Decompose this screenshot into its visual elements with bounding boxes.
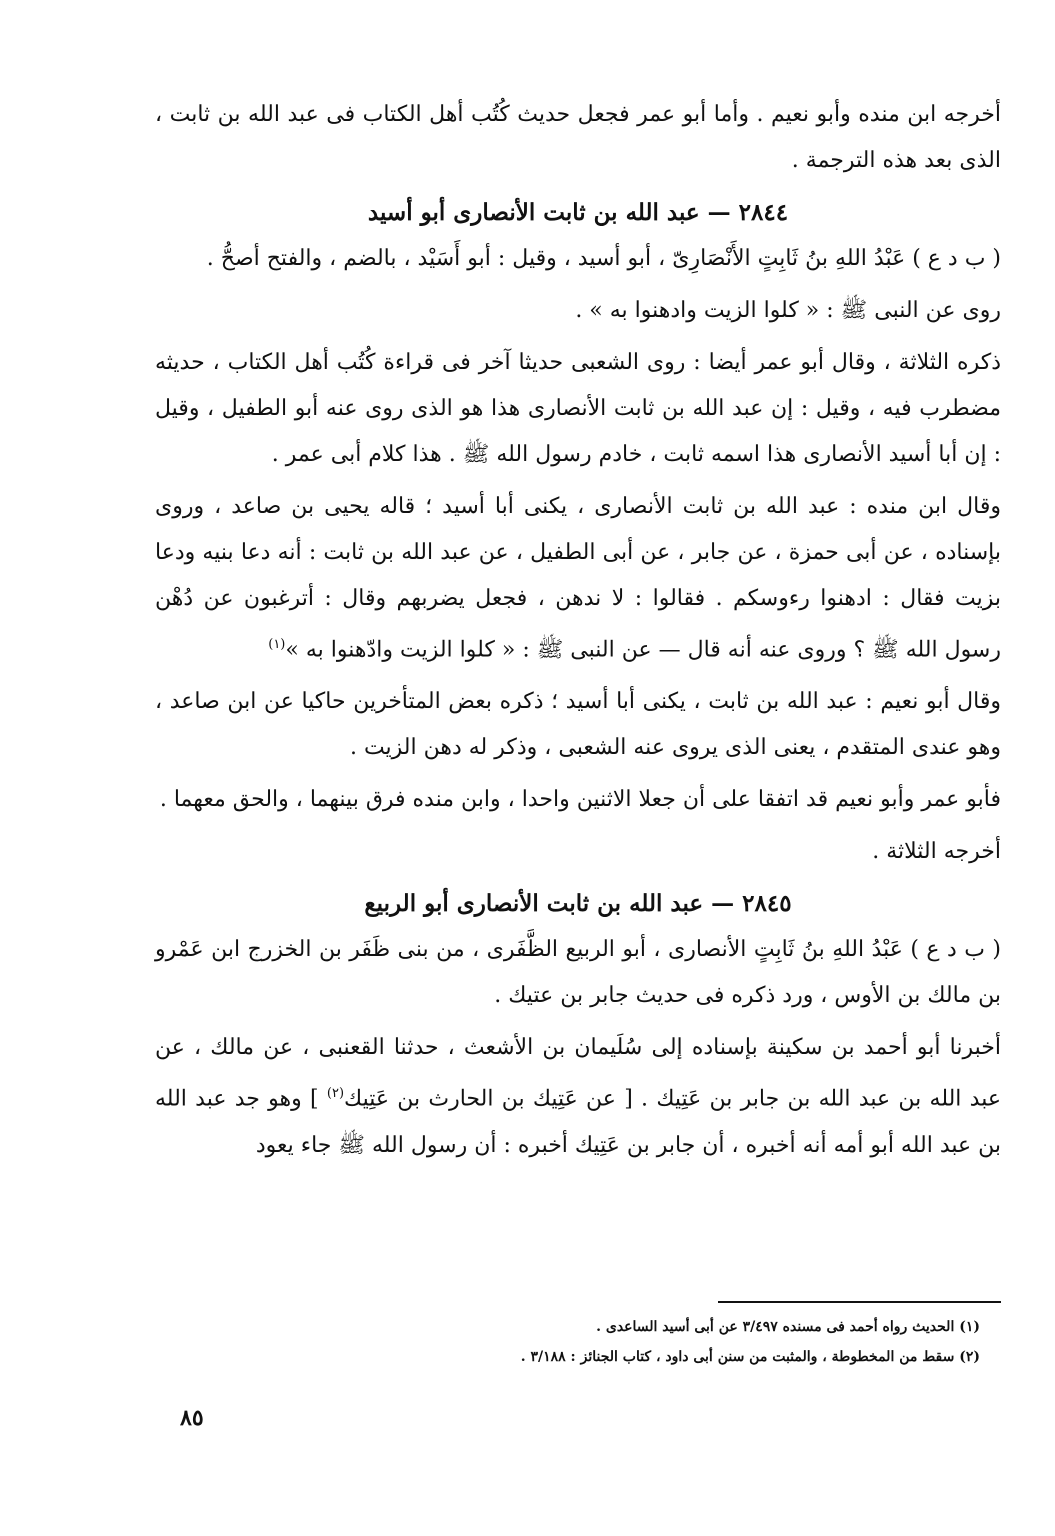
entry-number: ٢٨٤٥ bbox=[742, 890, 792, 918]
paragraph-text-part-1: أخبرنا أبو أحمد بن سكينة بإسناده إلى سُلَيمان بن الأشعث ، حدثنا القعنبى ، عن مالك ، عن عبد الله بن عبد الله بن جابر بن عَتِيك . [ عن عَتِيك بن الحارث بن عَتِيك bbox=[155, 1035, 1001, 1112]
entry-2844-paragraph-3: ذكره الثلاثة ، وقال أبو عمر أيضا : روى الشعبى حديثا آخر فى قراءة كُتُب أهل الكتاب ، حديثه مضطرب فيه ، وقيل : إن عبد الله بن ثابت الأنصارى هذا هو الذى روى عنه أبو الطفيل ، وقيل : إن أبا أسيد الأنصارى هذا اسمه ثابت ، خادم رسول الله ﷺ . هذا كلام أبى عمر . bbox=[155, 350, 1001, 467]
entry-2844-paragraph-1: ( ب د ع ) عَبْدُ اللهِ بنُ ثَابِتٍ الأَنْصَارِىّ ، أبو أسيد ، وقيل : أبو أَسَيْد ، بالضم ، والفتح أصحُّ . bbox=[206, 246, 1001, 271]
entry-title: — عبد الله بن ثابت الأنصارى أبو الربيع bbox=[364, 890, 735, 918]
paragraph-text-part-2: ] وهو جد عبد الله بن عبد الله أبو أمه أنه أخبره ، أن جابر بن عَتِيك أخبره : أن رسول الله ﷺ جاء يعود bbox=[155, 1086, 1001, 1158]
footnote-divider bbox=[718, 1301, 1001, 1303]
footnote-2: (٢) سقط من المخطوطة ، والمثبت من سنن أبى داود ، كتاب الجنائز : ٣/١٨٨ . bbox=[520, 1349, 980, 1365]
entry-2844-paragraph-7: أخرجه الثلاثة . bbox=[872, 839, 1001, 865]
entry-2845-paragraph-2 bbox=[155, 1025, 1001, 1168]
page-body bbox=[155, 92, 1001, 1175]
entry-2845-body bbox=[155, 927, 1001, 1168]
entry-2844-paragraph-6: فأبو عمر وأبو نعيم قد اتفقا على أن جعلا الاثنين واحدا ، وابن منده فرق بينهما ، والحق معهما . bbox=[159, 787, 1001, 813]
footnote-1: (١) الحديث رواه أحمد فى مسنده ٣/٤٩٧ عن أبى أسيد الساعدى . bbox=[596, 1319, 980, 1335]
page-number: ٨٥ bbox=[180, 1405, 204, 1431]
entry-number: ٢٨٤٤ bbox=[738, 199, 789, 226]
entry-2844-heading bbox=[155, 190, 1001, 236]
footnote-ref-2: (٢) bbox=[326, 1086, 345, 1102]
entry-2844-body bbox=[155, 236, 1001, 875]
intro-paragraph: أخرجه ابن منده وأبو نعيم . وأما أبو عمر فجعل حديث كُتُب أهل الكتاب فى عبد الله بن ثابت ، الذى بعد هذه الترجمة . bbox=[155, 102, 1001, 173]
entry-2844-paragraph-4 bbox=[155, 484, 1001, 673]
entry-2844-paragraph-5: وقال أبو نعيم : عبد الله بن ثابت ، يكنى أبا أسيد ؛ ذكره بعض المتأخرين حاكيا عن ابن صاعد ، وهو عندى المتقدم ، يعنى الذى يروى عنه الشعبى ، وذكر له دهن الزيت . bbox=[155, 689, 1001, 761]
footnotes bbox=[400, 1312, 980, 1372]
paragraph-text: وقال ابن منده : عبد الله بن ثابت الأنصارى ، يكنى أبا أسيد ؛ قاله يحيى بن صاعد ، وروى بإسناده ، عن أبى حمزة ، عن جابر ، عن أبى الطفيل ، عن عبد الله بن ثابت : أنه دعا بنيه ودعا بزيت فقال : ادهنوا رءوسكم . فقالوا : لا ندهن ، فجعل يضربهم وقال : أترغبون عن دُهْن رسول الله ﷺ ؟ وروى عنه أنه قال — عن النبى ﷺ : « كلوا الزيت وادّهنوا به » bbox=[155, 494, 1001, 663]
entry-2845-paragraph-1: ( ب د ع ) عَبْدُ اللهِ بنُ ثَابِتٍ الأنصارى ، أبو الربيع الظَّفَرى ، من بنى ظَفَر بن الخزرج ابن عَمْرو بن مالك بن الأوس ، ورد ذكره فى حديث جابر بن عتيك . bbox=[155, 937, 1001, 1009]
intro-section bbox=[155, 92, 1001, 184]
entry-2844-paragraph-2: روى عن النبى ﷺ : « كلوا الزيت وادهنوا به » . bbox=[575, 298, 1001, 323]
entry-2845-heading bbox=[155, 881, 1001, 927]
footnote-ref-1: (١) bbox=[268, 637, 286, 652]
entry-title: — عبد الله بن ثابت الأنصارى أبو أسيد bbox=[367, 199, 731, 226]
